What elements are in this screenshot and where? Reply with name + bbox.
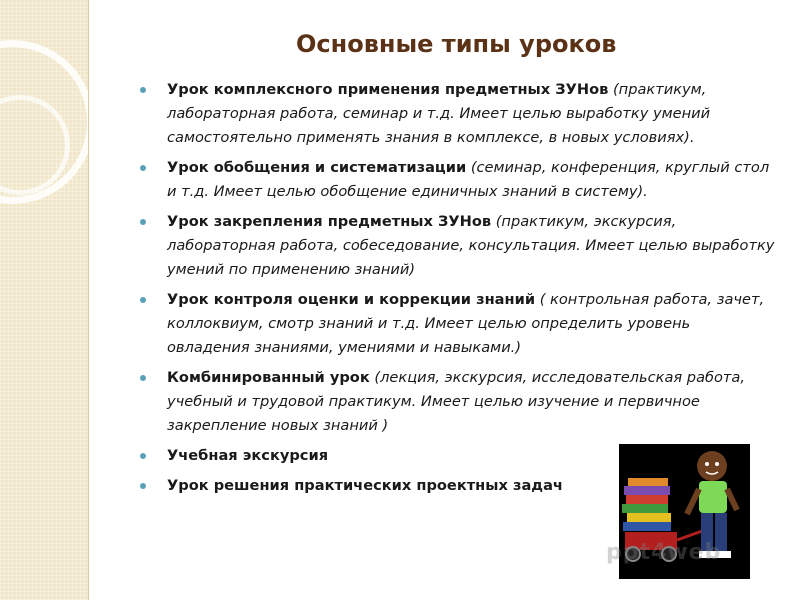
list-item [140, 366, 775, 438]
list-item [140, 78, 775, 150]
bullet-icon [140, 87, 146, 93]
bullet-icon [140, 453, 146, 459]
watermark-text: ppt4web [606, 540, 722, 565]
item-heading: Комбинированный урок [167, 369, 370, 386]
bullet-icon [140, 375, 146, 381]
item-description: (лекция, экскурсия, исследовательская работа, учебный и трудовой практикум. Имеет целью изучение и первичное закрепление новых знаний ) [167, 369, 746, 434]
item-description: (практикум, лабораторная работа, семинар и т.д. Имеет целью выработку умений самостоятельно применять знания в комплексе, в новых условиях). [167, 81, 711, 146]
bullet-icon [140, 483, 146, 489]
item-heading: Учебная экскурсия [167, 447, 329, 464]
item-heading: Урок контроля оценки и коррекции знаний [167, 291, 536, 308]
list-item [140, 288, 775, 360]
list-item [140, 210, 775, 282]
item-description: (практикум, экскурсия, лабораторная работа, собеседование, консультация. Имеет целью выработку умений по применению знаний) [167, 213, 775, 278]
lesson-types-list [140, 78, 775, 498]
decorative-sidebar [0, 0, 89, 600]
item-description: ( контрольная работа, зачет, коллоквиум, смотр знаний и т.д. Имеет целью определить уровень овладения знаниями, умениями и навыками.) [167, 291, 765, 356]
bullet-icon [140, 219, 146, 225]
item-heading: Урок комплексного применения предметных ЗУНов [167, 81, 609, 98]
bullet-icon [140, 165, 146, 171]
bullet-icon [140, 297, 146, 303]
item-heading: Урок закрепления предметных ЗУНов [167, 213, 492, 230]
item-heading: Урок обобщения и систематизации [167, 159, 467, 176]
slide-title: Основные типы уроков [296, 30, 617, 58]
list-item [140, 156, 775, 204]
item-description: (семинар, конференция, круглый стол и т.д. Имеет целью обобщение единичных знаний в систему). [167, 159, 770, 200]
item-heading: Урок решения практических проектных задач [167, 477, 563, 494]
